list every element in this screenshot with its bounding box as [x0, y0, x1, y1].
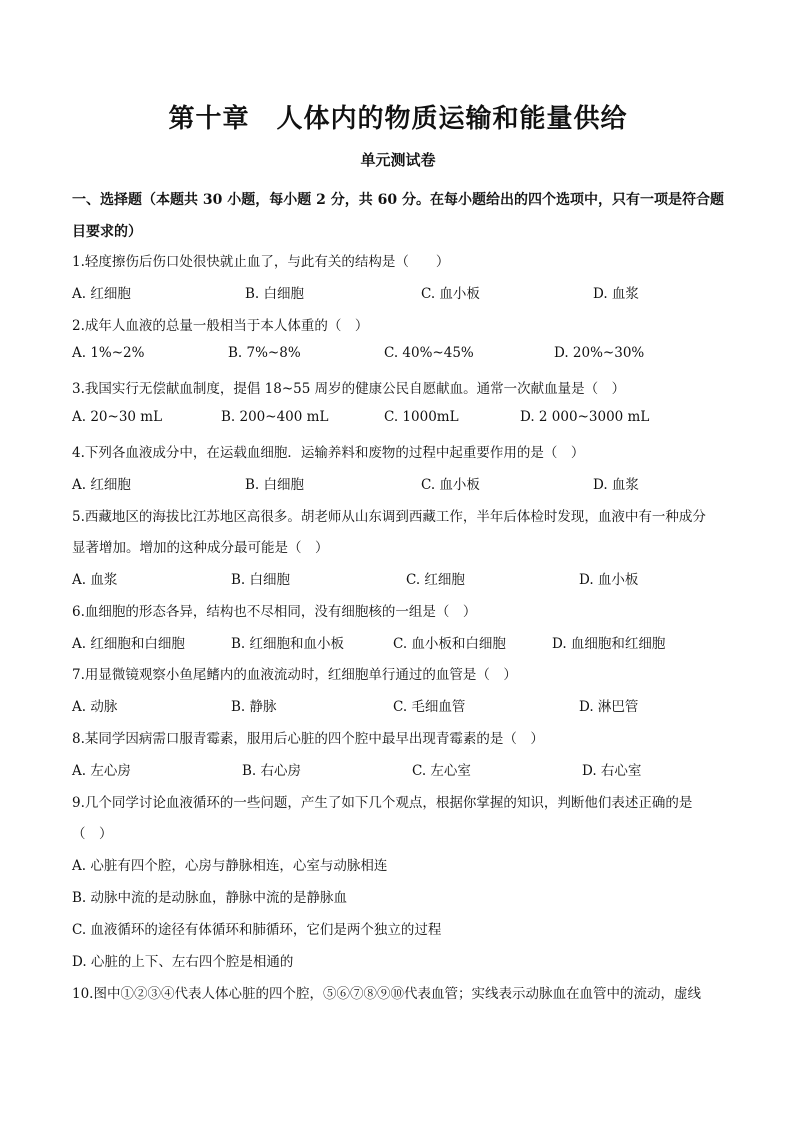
option-d: D. 心脏的上下、左右四个腔是相通的: [72, 954, 294, 970]
question-options: [72, 473, 724, 493]
option-b: B. 白细胞: [245, 286, 305, 302]
option-b: B. 200~400 mL: [221, 409, 329, 425]
option-c: C. 血小板和白细胞: [393, 636, 506, 652]
option-b: B. 红细胞和血小板: [231, 636, 345, 652]
question-stem-continued: 显著增加。增加的这种成分最可能是（ ）: [72, 540, 329, 556]
option-d: D. 血浆: [593, 286, 639, 302]
option-c: C. 血液循环的途径有体循环和肺循环，它们是两个独立的过程: [72, 922, 442, 938]
question-options: [72, 759, 724, 779]
section-heading: 一、选择题（本题共 30 小题，每小题 2 分，共 60 分。在每小题给出的四个选项中，只有一项是符合题目要求的）: [72, 192, 724, 240]
question-stem: 4.下列各血液成分中，在运载血细胞．运输养料和废物的过程中起重要作用的是（ ）: [72, 445, 585, 461]
option-a: A. 红细胞: [72, 286, 131, 302]
question-stem: 6.血细胞的形态各异，结构也不尽相同，没有细胞核的一组是（ ）: [72, 604, 477, 620]
page-subtitle: 单元测试卷: [360, 151, 436, 169]
option-c: C. 血小板: [421, 286, 480, 302]
page-title: 第十章 人体内的物质运输和能量供给: [168, 104, 628, 134]
question-stem: 10.图中①②③④代表人体心脏的四个腔，⑤⑥⑦⑧⑨⑩代表血管；实线表示动脉血在血管中的流动，虚线: [72, 986, 701, 1002]
option-a: A. 左心房: [72, 763, 131, 779]
document-page: [72, 0, 724, 1123]
option-a: A. 心脏有四个腔，心房与静脉相连，心室与动脉相连: [72, 858, 388, 874]
question-options: [72, 409, 724, 429]
question-options: [72, 282, 724, 302]
option-d: D. 血浆: [593, 477, 639, 493]
question-stem-continued: （ ）: [72, 826, 113, 842]
option-c: C. 40%~45%: [384, 345, 474, 361]
question-stem: 7.用显微镜观察小鱼尾鳍内的血液流动时，红细胞单行通过的血管是（ ）: [72, 667, 517, 683]
question-options: [72, 695, 724, 715]
question-options: [72, 568, 724, 588]
question-options: [72, 345, 724, 365]
option-b: B. 白细胞: [245, 477, 305, 493]
question-stem: 1.轻度擦伤后伤口处很快就止血了，与此有关的结构是（ ）: [72, 254, 450, 270]
option-b: B. 白细胞: [231, 572, 291, 588]
option-c: C. 左心室: [412, 763, 471, 779]
option-b: B. 动脉中流的是动脉血，静脉中流的是静脉血: [72, 890, 348, 906]
option-d: D. 2 000~3000 mL: [520, 409, 650, 425]
option-b: B. 静脉: [231, 699, 277, 715]
option-a: A. 动脉: [72, 699, 118, 715]
option-c: C. 血小板: [421, 477, 480, 493]
option-c: C. 红细胞: [406, 572, 465, 588]
option-d: D. 血小板: [579, 572, 639, 588]
option-a: A. 红细胞和白细胞: [72, 636, 185, 652]
option-b: B. 7%~8%: [228, 345, 301, 361]
option-a: A. 红细胞: [72, 477, 131, 493]
question-stem: 2.成年人血液的总量一般相当于本人体重的（ ）: [72, 318, 369, 334]
option-d: D. 血细胞和红细胞: [552, 636, 666, 652]
option-d: D. 20%~30%: [554, 345, 645, 361]
option-a: A. 1%~2%: [72, 345, 145, 361]
option-d: D. 右心室: [582, 763, 642, 779]
option-c: C. 1000mL: [384, 409, 459, 425]
question-stem: 9.几个同学讨论血液循环的一些问题，产生了如下几个观点，根据你掌握的知识，判断他们表述正确的是: [72, 795, 693, 811]
question-options: [72, 632, 724, 652]
question-stem: 8.某同学因病需口服青霉素，服用后心脏的四个腔中最早出现青霉素的是（ ）: [72, 731, 544, 747]
question-stem: 5.西藏地区的海拔比江苏地区高很多。胡老师从山东调到西藏工作，半年后体检时发现，血液中有一种成分: [72, 509, 706, 525]
option-b: B. 右心房: [242, 763, 302, 779]
option-c: C. 毛细血管: [393, 699, 466, 715]
option-d: D. 淋巴管: [579, 699, 639, 715]
option-a: A. 血浆: [72, 572, 118, 588]
question-stem: 3.我国实行无偿献血制度，提倡 18~55 周岁的健康公民自愿献血。通常一次献血量是（ ）: [72, 381, 626, 397]
option-a: A. 20~30 mL: [72, 409, 163, 425]
